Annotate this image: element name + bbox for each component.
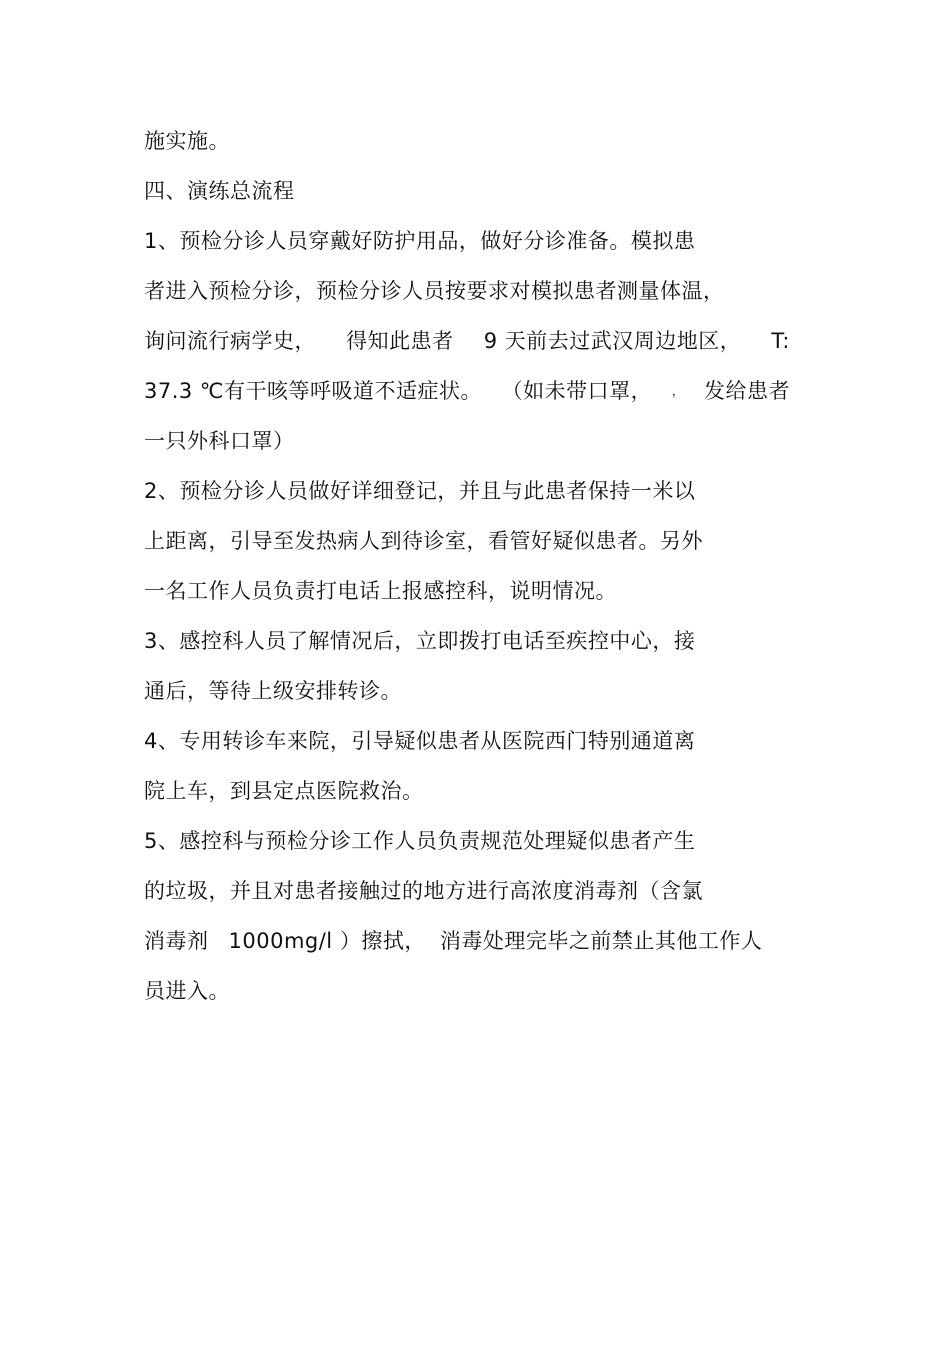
- text-segment: 37.3 ℃有干咳等呼吸道不适症状。: [144, 379, 483, 403]
- text-segment: 1000mg/l ）擦拭，: [228, 929, 426, 953]
- text-line-step1-a: 1、预检分诊人员穿戴好防护用品，做好分诊准备。模拟患: [144, 229, 696, 253]
- text-line-step5-a: 5、感控科与预检分诊工作人员负责规范处理疑似患者产生: [144, 829, 696, 853]
- text-line-step1-c: [144, 324, 790, 358]
- text-line-step3-b: 通后，等待上级安排转诊。: [144, 679, 402, 703]
- text-line-step3-a: 3、感控科人员了解情况后，立即拨打电话至疾控中心，接: [144, 629, 696, 653]
- text-segment: 得知此患者: [346, 329, 454, 353]
- text-segment: 消毒剂: [144, 929, 209, 953]
- text-line-1: 施实施。: [144, 129, 230, 153]
- text-line-step2-a: 2、预检分诊人员做好详细登记，并且与此患者保持一米以: [144, 479, 696, 503]
- section-heading-flow: 四、演练总流程: [144, 179, 295, 203]
- text-segment: 消毒处理完毕之前禁止其他工作人: [439, 929, 763, 953]
- text-line-step1-d: [144, 374, 790, 408]
- text-line-step2-c: 一名工作人员负责打电话上报感控科，说明情况。: [144, 579, 617, 603]
- text-line-step5-d: 员进入。: [144, 979, 230, 1003]
- text-segment: ，: [671, 384, 685, 398]
- text-line-step5-b: 的垃圾，并且对患者接触过的地方进行高浓度消毒剂（含氯: [144, 879, 703, 903]
- text-segment: T:: [771, 329, 790, 353]
- text-segment: 9 天前去过武汉周边地区，: [483, 329, 742, 353]
- text-segment: 询问流行病学史，: [144, 329, 316, 353]
- text-line-step4-a: 4、专用转诊车来院，引导疑似患者从医院西门特别通道离: [144, 729, 696, 753]
- text-segment: 发给患者: [703, 379, 790, 403]
- text-line-step1-e: 一只外科口罩）: [144, 429, 295, 453]
- text-line-step5-c: [144, 924, 766, 958]
- text-line-step2-b: 上距离，引导至发热病人到待诊室，看管好疑似患者。另外: [144, 529, 703, 553]
- text-segment: （如未带口罩，: [501, 379, 653, 403]
- text-line-step1-b: 者进入预检分诊，预检分诊人员按要求对模拟患者测量体温，: [144, 279, 725, 303]
- text-line-step4-b: 院上车，到县定点医院救治。: [144, 779, 424, 803]
